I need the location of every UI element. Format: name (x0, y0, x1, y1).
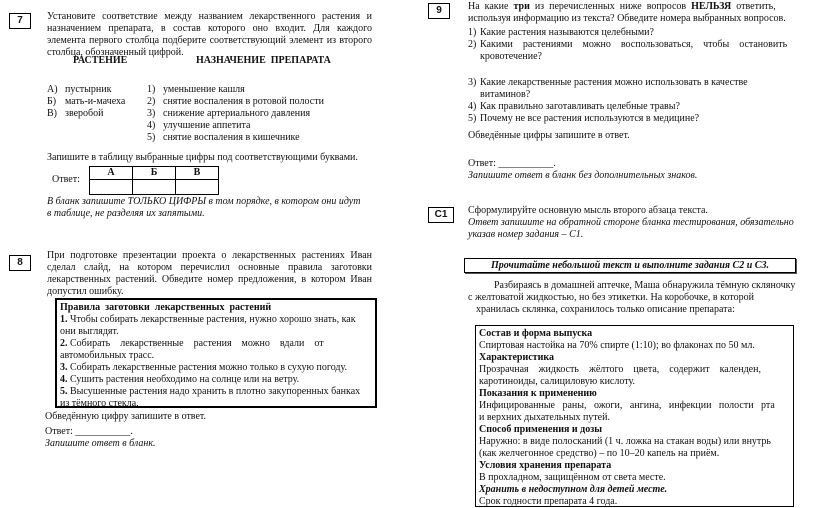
c1-note-line-1: Ответ запишите на обратной стороне бланка тестирования, обязательно (468, 217, 794, 228)
list-item: 1) уменьшение кашля (147, 84, 245, 95)
q7-note (47, 196, 360, 220)
q8-note: Запишите ответ в бланк. (45, 438, 156, 449)
reading-banner: Прочитайте небольшой текст и выполните задания С2 и С3. (464, 258, 796, 273)
list-item: 4) улучшение аппетита (147, 120, 251, 131)
q8-line-1: При подготовке презентации проекта о лекарственных растениях Иван (47, 250, 372, 261)
list-item: 5) снятие воспаления в кишечнике (147, 132, 300, 143)
q8-rule-1[interactable]: 1. Чтобы собирать лекарственные растения, нужно хорошо знать, как они выглядят. (60, 314, 356, 337)
medicine-section-heading: Показания к применению (479, 388, 597, 399)
q7-table-header-a: А (90, 167, 133, 180)
medicine-description-box (475, 325, 794, 507)
c1-note (468, 217, 794, 241)
q7-plant-list (47, 84, 125, 120)
q7-note-line-1: В бланк запишите ТОЛЬКО ЦИФРЫ в том порядке, в котором они идут (47, 196, 361, 207)
q7-answer-cell-b[interactable] (133, 180, 176, 195)
q7-answer-label: Ответ: (52, 174, 80, 185)
q8-rule-2[interactable]: 2. Собирать лекарственные растения можно вдали от автомобильных трасс. (60, 338, 324, 361)
q9-question-5[interactable]: 5) Почему не все растения используются в медицине? (468, 113, 700, 124)
q7-col-right-header: НАЗНАЧЕНИЕ ПРЕПАРАТА (196, 55, 331, 66)
q8-rule-3[interactable]: 3. Собирать лекарственные растения можно только в сухую погоду. (60, 362, 348, 373)
q9-note: Запишите ответ в бланк без дополнительных знаков. (468, 170, 698, 181)
medicine-section-heading: Характеристика (479, 352, 554, 363)
q7-col-left-header: РАСТЕНИЕ (73, 55, 128, 66)
medicine-section-heading: Состав и форма выпуска (479, 328, 593, 339)
q8-rule-5[interactable]: 5. Высушенные растения надо хранить в плотно закупоренных банках из тёмного стекла. (60, 386, 361, 409)
q7-purpose-list (147, 84, 324, 144)
q9-line-2: используя информацию из текста? Обведите номера выбранных вопросов. (468, 13, 786, 24)
q8-instruction (47, 250, 372, 298)
q8-answer-line[interactable]: Ответ: ___________. (45, 426, 133, 437)
q9-answer-line[interactable]: Ответ: ___________. (468, 158, 556, 169)
list-item: 3) снижение артериального давления (147, 108, 311, 119)
question-number-7: 7 (9, 13, 31, 29)
medicine-section-text: и верхних дыхательных путей. (479, 412, 610, 423)
medicine-shelf-life: Срок годности препарата 4 года. (479, 496, 618, 507)
q7-line-3: элемента первого столбца подберите соответствующий элемент из второго (47, 35, 372, 46)
list-item: А) пустырник (47, 84, 112, 95)
medicine-section-text: каротиноиды, салициловую кислоту. (479, 376, 635, 387)
reading-line-3: хранилась склянка, сохранилось только описание препарата: (476, 304, 735, 315)
list-item: 2) снятие воспаления в ротовой полости (147, 96, 324, 107)
q7-table-prompt: Запишите в таблицу выбранные цифры под соответствующими буквами. (47, 152, 358, 163)
medicine-warning: Хранить в недоступном для детей месте. (479, 484, 668, 495)
list-item: В) зверобой (47, 108, 104, 119)
medicine-section-heading: Способ применения и дозы (479, 424, 603, 435)
c1-instruction: Сформулируйте основную мысль второго абзаца текста. (468, 205, 708, 216)
q9-question-4[interactable]: 4) Как правильно заготавливать целебные травы? (468, 101, 680, 112)
medicine-section-text: Наружно: в виде полосканий (1 ч. ложка на стакан воды) или внутрь (479, 436, 771, 447)
q7-line-1: Установите соответствие между названием лекарственного растения и (47, 11, 372, 22)
q7-table-header-c: В (176, 167, 219, 180)
q7-answer-table (89, 166, 219, 195)
q7-note-line-2: в таблице, не разделяя их запятыми. (47, 208, 205, 219)
reading-line-1: Разбираясь в домашней аптечке, Маша обнаружила тёмную скляночку (494, 280, 796, 291)
q9-question-3[interactable]: 3) Какие лекарственные растения можно использовать в качестве витаминов? (468, 77, 748, 100)
reading-paragraph (468, 280, 796, 316)
q7-line-4: столбца, обозначенный цифрой. (47, 47, 184, 58)
q8-rule-4[interactable]: 4. Сушить растения необходимо на солнце или на ветру. (60, 374, 300, 385)
q7-instruction (47, 11, 372, 59)
q7-table-header-b: Б (133, 167, 176, 180)
c1-note-line-2: указав номер задания – С1. (468, 229, 584, 240)
q9-circle-prompt: Обведённые цифры запишите в ответ. (468, 130, 630, 141)
q8-circle-prompt: Обведённую цифру запишите в ответ. (45, 411, 207, 422)
q9-instruction (468, 1, 798, 25)
medicine-section-text: Прозрачная жидкость жёлтого цвета, содержит календен, (479, 364, 761, 375)
q8-line-3: лекарственных растений. Обведите номер предложения, в котором Иван (47, 274, 372, 285)
question-number-c1: С1 (428, 207, 454, 223)
q9-question-2[interactable]: 2) Какими растениями можно воспользоваться, чтобы остановить кровотечение? (468, 39, 788, 62)
q7-answer-cell-a[interactable] (90, 180, 133, 195)
question-number-9: 9 (428, 3, 450, 19)
question-number-8: 8 (9, 255, 31, 271)
q8-rules-title: Правила заготовки лекарственных растений (60, 302, 272, 313)
list-item: Б) мать-и-мачеха (47, 96, 126, 107)
medicine-section-text: Спиртовая настойка на 70% спирте (1:10); во флаконах по 50 мл. (479, 340, 755, 351)
medicine-section-heading: Условия хранения препарата (479, 460, 612, 471)
q8-rules-box (55, 298, 377, 408)
q9-question-1[interactable]: 1) Какие растения называются целебными? (468, 27, 654, 38)
q9-question-list (468, 27, 798, 125)
medicine-section-text: (как желчегонное средство) – по 10–20 капель на приём. (479, 448, 720, 459)
medicine-section-text: Инфицированные раны, ожоги, ангина, инфекции полости рта (479, 400, 775, 411)
q8-line-2: сделал слайд, на котором перечислил основные правила заготовки (47, 262, 372, 273)
reading-line-2: с желтоватой жидкостью, но без этикетки. На коробочке, в которой (468, 292, 754, 303)
medicine-section-text: В прохладном, защищённом от света месте. (479, 472, 666, 483)
q9-line-1: На какие три из перечисленных ниже вопросов НЕЛЬЗЯ ответить, (468, 1, 776, 12)
q7-answer-cell-c[interactable] (176, 180, 219, 195)
q8-line-4: допустил ошибку. (47, 286, 124, 297)
q7-line-2: назначением препарата, в состав которого оно входит. Для каждого (47, 23, 372, 34)
